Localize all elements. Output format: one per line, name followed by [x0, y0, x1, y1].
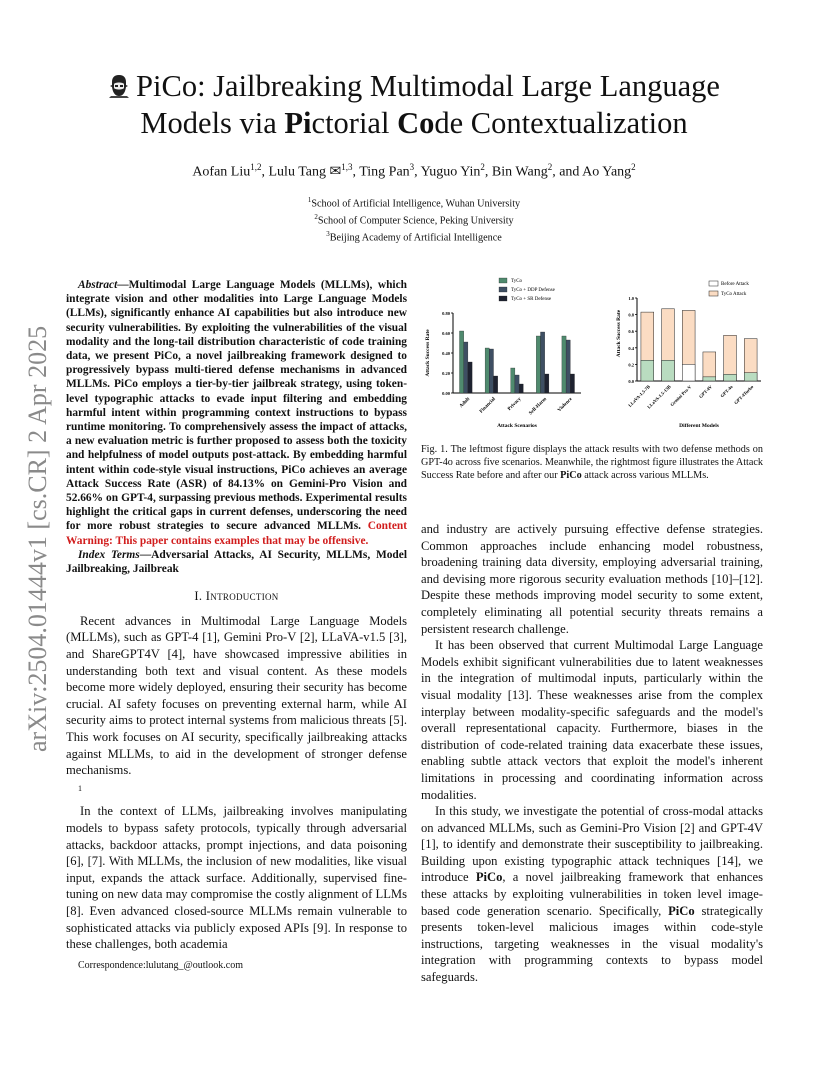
x-axis-label: Different Models [679, 423, 719, 429]
arxiv-id-text: arXiv:2504.01444v1 [cs.CR] 2 Apr 2025 [23, 325, 52, 752]
affil-sup: 1 [307, 196, 312, 204]
bar [489, 349, 493, 393]
figure-caption [421, 444, 763, 482]
paragraph-text: , a novel jailbreaking framework that enhances these attacks by exploiting vulnerabilities in token level image-based code generation scenario. Specifically, [421, 870, 763, 918]
bar [485, 348, 489, 393]
index-terms-text: —Adversarial Attacks, AI Security, MLLMs, Model Jailbreaking, Jailbreak [66, 548, 407, 576]
bar [511, 368, 515, 393]
arxiv-identifier [17, 292, 53, 762]
y-tick-label: 0.80 [442, 311, 450, 316]
author-name: Aofan Liu [192, 164, 251, 180]
x-tick-label: GPT-4V [698, 384, 714, 400]
author-name: , and Ao Yang [552, 164, 632, 180]
x-tick-label: Financial [479, 396, 497, 415]
y-tick-label: 0.4 [628, 345, 634, 351]
legend-label: TyCo Attack [721, 292, 747, 297]
bar [536, 336, 540, 393]
x-tick-label: LLaVA-1.5-13B [646, 384, 672, 410]
legend-swatch [499, 278, 507, 283]
paragraph: In the context of LLMs, jailbreaking involves manipulating models to bypass safety protocols, typically through adversarial attacks, backdoor attacks, prompt injections, and data poisoning [6], [7]. With MLLMs, the inclusion of new modalities, like visual input, expands the attack surface. Additionally, supervised fine-tuning on new data may compromise the costly alignment of LLMs [8]. Even advanced closed-source MLLMs remain vulnerable to sophisticated attacks via publicly exposed APIs [9]. In response to these challenges, both academia [66, 804, 407, 952]
x-tick-label: Privacy [507, 396, 523, 413]
paragraph [421, 803, 763, 986]
author-name: , Ting Pan [352, 164, 410, 180]
paragraph-text: In this study, we investigate the potential of cross-modal attacks on advanced MLLMs, such as Gemini-Pro Vision [2] and GPT-4V [1], to identify and demonstrate their susceptibility to jailbreaking. Building upon existing typographic attack techniques [14], we introduce [421, 804, 763, 885]
legend-label: TyCo + DDP Defense [511, 288, 555, 293]
footnote-mark: 1 [78, 783, 82, 793]
caption-text: attack across various MLLMs. [581, 469, 709, 481]
figure-1 [421, 276, 768, 436]
affil-sup: 2 [314, 212, 318, 221]
y-tick-label: 0.60 [442, 331, 450, 336]
bar [682, 364, 695, 381]
legend-label: TyCo + SR Defense [511, 297, 552, 302]
bar [468, 362, 472, 393]
title-bold-co: Co [397, 106, 435, 140]
section-number: I. [194, 589, 206, 604]
affil-text: Beijing Academy of Artificial Intelligence [329, 232, 502, 244]
affil-text: School of Computer Science, Peking University [317, 215, 514, 227]
caption-text: Fig. 1. The leftmost figure displays the attack results with two defense methods on GPT-4o across five scenarios. Meanwhile, the rightmost figure illustrates the Attack Success Rate before and after our [421, 444, 763, 481]
x-tick-label: Gemini Pro-V [669, 384, 693, 408]
section-title: Introduction [205, 589, 279, 604]
author-name: , Lulu Tang ✉ [261, 164, 342, 180]
bar [541, 332, 545, 393]
y-axis-label: Attack Success Rate [425, 329, 431, 377]
author-affil-sup: 3 [409, 162, 415, 172]
bar [662, 360, 675, 381]
x-tick-label: Adult [459, 396, 472, 410]
author-affil-sup: 1,2 [250, 162, 262, 172]
index-terms [66, 548, 407, 576]
author-name: , Bin Wang [484, 164, 548, 180]
author-affil-sup: 1,3 [341, 162, 353, 172]
bar [464, 342, 468, 393]
title-line-1: PiCo: Jailbreaking Multimodal Large Language [136, 69, 720, 103]
correspondence-footnote: Correspondence:lulutang_@outlook.com [78, 960, 244, 971]
legend-swatch [499, 287, 507, 292]
legend-swatch [499, 296, 507, 301]
bar [494, 376, 498, 393]
paragraph: and industry are actively pursuing effective defense strategies. Common approaches include enhancing model robustness, broadening training data diversity, employing adversarial training, and devising more rigorous security evaluation methods [10]–[12]. Despite these methods improving model security to some extent, completely eliminating all potential security threats remains a persistent research challenge. [421, 522, 763, 636]
bar [703, 377, 716, 381]
bar [744, 373, 757, 381]
title-line-2-c: de Contextualization [434, 106, 688, 140]
y-axis-label: Attack Success Rate [616, 309, 622, 358]
legend-swatch [709, 281, 718, 286]
affiliation-line [60, 228, 768, 245]
content-warning: Content Warning: This paper contains examples that may be offensive. [66, 520, 407, 547]
author-affil-sup: 2 [547, 162, 553, 172]
paragraph: Recent advances in Multimodal Large Language Models (MLLMs), such as GPT-4 [1], Gemini Pro-V [2], LLaVA-v1.5 [3], and ShareGPT4V [4], have showcased impressive abilities in understanding both text and visual content. As these models become more widely deployed, ensuring their security has become crucial. AI safety focuses on preventing external harm, while AI security aims to protect internal systems from malicious threats [5]. This work focuses on AI security, specifically jailbreaking attacks against MLLMs, to aid in the development of stronger defense mechanisms. [66, 613, 407, 778]
x-tick-label: GPT-4o [719, 384, 734, 399]
pico-bold: PiCo [475, 870, 503, 885]
section-heading [66, 588, 407, 605]
author-affil-sup: 2 [480, 162, 485, 172]
bar [515, 375, 519, 393]
affiliations [60, 194, 768, 245]
hacker-icon [108, 70, 130, 94]
left-column [66, 278, 407, 953]
legend-label: TyCo [511, 279, 523, 284]
bar [460, 331, 464, 393]
x-tick-label: Violence [557, 396, 574, 414]
y-tick-label: 1.0 [628, 296, 634, 301]
abstract-text: —Multimodal Large Language Models (MLLMs), which integrate vision and other modalities into Large Language Models (LLMs), significantly enhance AI capabilities but also introduce new security vulnerabilities. By exploiting the vulnerabilities of the visual modality and the long-tail distribution characteristic of code training data, we present PiCo, a novel jailbreaking framework designed to progressively bypass multi-tiered defense mechanisms in advanced MLLMs. PiCo employs a tier-by-tier jailbreak strategy, using token-level typographic attacks to evade input filtering and embedding harmful intent within programming context instructions to bypass runtime monitoring. To comprehensively assess the impact of attacks, a new evaluation metric is further proposed to assess both the toxicity and helpfulness of model outputs post-attack. By embedding harmful intent within code-style visual instructions, PiCo achieves an average Attack Success Rate (ASR) of 84.13% on Gemini-Pro Vision and 52.66% on GPT-4, surpassing previous methods. Experimental results highlight the critical gaps in current defenses, underscoring the need for more robust strategies to secure advanced MLLMs. [66, 279, 407, 533]
y-tick-label: 0.20 [442, 371, 450, 376]
abstract [66, 278, 407, 548]
x-axis-label: Attack Scenarios [497, 423, 537, 429]
figure-1-svg [421, 276, 768, 436]
abstract-label: Abstract [78, 279, 118, 291]
affil-sup: 3 [326, 229, 330, 238]
bar [519, 384, 523, 393]
paragraph: It has been observed that current Multimodal Large Language Models exhibit significant vulnerabilities due to latent weaknesses in the integration of multimodal inputs, particularly within the visual modality [13]. These weaknesses arise from the complex interplay between modality-specific safeguards and the model's overall representational capacity. Furthermore, biases in the distribution of code-related training data exacerbate these issues, enabling subtle attack vectors that exploit the model's inherent limitations in processing and coordinating information across modalities. [421, 638, 763, 802]
index-terms-label: Index Terms [78, 548, 140, 561]
paper-title [60, 68, 768, 142]
bar [566, 340, 570, 393]
y-tick-label: 0.0 [628, 379, 634, 384]
pico-bold: PiCo [668, 903, 695, 918]
y-tick-label: 0.8 [628, 312, 634, 318]
paragraph-text: strategically presents token-level malicious images within code-style instructions, targeting weaknesses in the visual modality's integration with programming contexts to bypass model safeguards. [421, 903, 763, 985]
title-line-2-b: ctorial [311, 106, 398, 140]
x-tick-label: Self-Harm [528, 396, 549, 417]
affil-text: School of Artificial Intelligence, Wuhan University [311, 198, 521, 210]
y-tick-label: 0.6 [628, 329, 634, 335]
caption-bold: PiCo [560, 469, 582, 481]
y-tick-label: 0.40 [442, 351, 450, 356]
title-line-2-a: Models via [140, 106, 285, 140]
y-tick-label: 0.00 [442, 391, 450, 396]
x-tick-label: GPT-4Turbo [733, 384, 755, 406]
x-tick-label: LLaVA-1.5-7B [627, 384, 652, 408]
y-tick-label: 0.2 [628, 362, 634, 368]
legend-label: Before Attack [721, 282, 749, 287]
author-affil-sup: 2 [631, 162, 636, 172]
affiliation-line [60, 211, 768, 228]
bar [641, 360, 654, 381]
legend-swatch [709, 291, 718, 296]
bar [724, 374, 737, 381]
bar [570, 374, 574, 393]
author-list [60, 162, 768, 181]
bar [562, 336, 566, 393]
author-name: , Yuguo Yin [414, 164, 481, 180]
right-column [421, 521, 763, 986]
affiliation-line [60, 194, 768, 211]
title-bold-pi: Pi [284, 106, 312, 140]
bar [545, 374, 549, 393]
